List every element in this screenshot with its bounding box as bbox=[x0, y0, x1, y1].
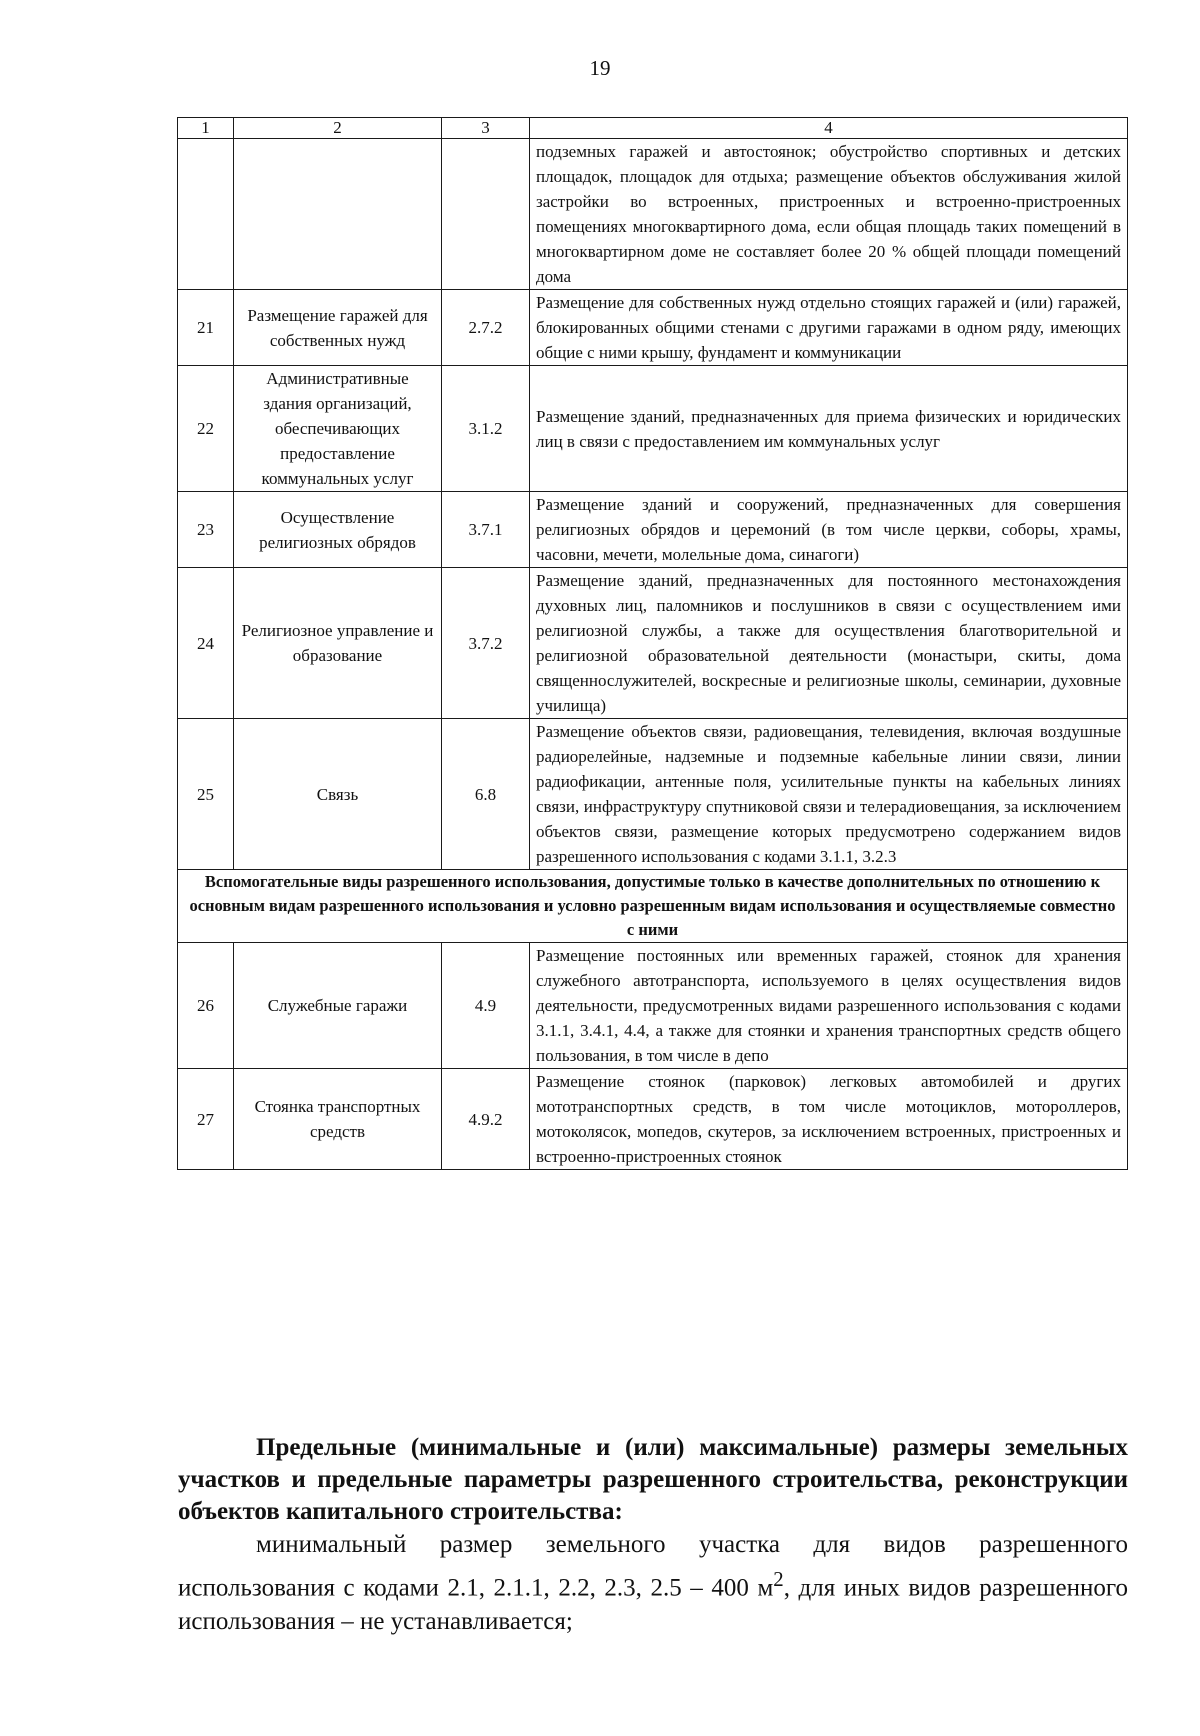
square-superscript: 2 bbox=[773, 1567, 784, 1591]
table-row bbox=[178, 719, 1128, 870]
row-number-cell: 26 bbox=[178, 943, 234, 1069]
use-description-cell: Размещение стоянок (парковок) легковых автомобилей и других мототранспортных средств, в том числе мотоциклов, мотороллеров, мотоколясок, мопедов, скутеров, за исключением встроенных, пристроенных и встроенно-пристроенных стоянок bbox=[530, 1069, 1128, 1170]
row-number-cell: 25 bbox=[178, 719, 234, 870]
use-name-cell: Религиозное управление и образование bbox=[234, 568, 442, 719]
use-name-cell: Административные здания организаций, обеспечивающих предоставление коммунальных услуг bbox=[234, 366, 442, 492]
use-description-cell: Размещение объектов связи, радиовещания, телевидения, включая воздушные радиорелейные, надземные и подземные кабельные линии связи, линии радиофикации, антенные поля, усилительные пункты на кабельных линиях связи, инфраструктуру спутниковой связи и телерадиовещания, за исключением объектов связи, размещение которых предусмотрено содержанием видов разрешенного использования с кодами 3.1.1, 3.2.3 bbox=[530, 719, 1128, 870]
parameters-section bbox=[178, 1432, 1128, 1639]
use-code-cell: 3.7.2 bbox=[442, 568, 530, 719]
row-number-cell: 24 bbox=[178, 568, 234, 719]
use-description-cell: Размещение зданий, предназначенных для приема физических и юридических лиц в связи с предоставлением им коммунальных услуг bbox=[530, 366, 1128, 492]
use-code-cell bbox=[442, 139, 530, 290]
use-name-cell: Стоянка транспортных средств bbox=[234, 1069, 442, 1170]
table-row bbox=[178, 1069, 1128, 1170]
use-code-cell: 6.8 bbox=[442, 719, 530, 870]
use-name-cell: Размещение гаражей для собственных нужд bbox=[234, 290, 442, 366]
use-name-cell: Связь bbox=[234, 719, 442, 870]
column-header: 3 bbox=[442, 118, 530, 139]
row-number-cell: 23 bbox=[178, 492, 234, 568]
column-header: 2 bbox=[234, 118, 442, 139]
row-number-cell bbox=[178, 139, 234, 290]
use-name-cell bbox=[234, 139, 442, 290]
use-description-cell: подземных гаражей и автостоянок; обустройство спортивных и детских площадок, площадок для отдыха; размещение объектов обслуживания жилой застройки во встроенных, пристроенных и встроенно-пристроенных помещениях многоквартирного дома, если общая площадь таких помещений в многоквартирном доме не составляет более 20 % общей площади помещений дома bbox=[530, 139, 1128, 290]
row-number-cell: 27 bbox=[178, 1069, 234, 1170]
parameters-heading: Предельные (минимальные и (или) максимальные) размеры земельных участков и предельные параметры разрешенного строительства, реконструкции объектов капитального строительства: bbox=[178, 1434, 1128, 1525]
use-description-cell: Размещение зданий, предназначенных для постоянного местонахождения духовных лиц, паломников и послушников в связи с осуществлением ими религиозной службы, а также для осуществления благотворительной и религиозной образовательной деятельности (монастыри, скиты, дома священнослужителей, воскресные и религиозные школы, семинарии, духовные училища) bbox=[530, 568, 1128, 719]
use-description-cell: Размещение зданий и сооружений, предназначенных для совершения религиозных обрядов и церемоний (в том числе церкви, соборы, храмы, часовни, мечети, молельные дома, синагоги) bbox=[530, 492, 1128, 568]
table-row bbox=[178, 290, 1128, 366]
section-heading: Вспомогательные виды разрешенного использования, допустимые только в качестве дополнительных по отношению к основным видам разрешенного использования и условно разрешенным видам использования и осуществляемые совместно с ними bbox=[178, 870, 1128, 943]
use-code-cell: 3.7.1 bbox=[442, 492, 530, 568]
table-row bbox=[178, 366, 1128, 492]
table-row bbox=[178, 943, 1128, 1069]
table-row bbox=[178, 568, 1128, 719]
paragraph-text-start: минимальный размер земельного участка для видов разрешенного использования с кодами 2.1, 2.1.1, 2.2, 2.3, 2.5 – 400 м bbox=[178, 1531, 1128, 1602]
use-code-cell: 3.1.2 bbox=[442, 366, 530, 492]
paragraph-text-end: , для иных видов разрешенного использования – не устанавливается; bbox=[178, 1574, 1129, 1636]
land-use-table bbox=[177, 117, 1128, 1170]
use-code-cell: 4.9 bbox=[442, 943, 530, 1069]
use-code-cell: 4.9.2 bbox=[442, 1069, 530, 1170]
table-row-continuation bbox=[178, 139, 1128, 290]
use-name-cell: Служебные гаражи bbox=[234, 943, 442, 1069]
table-header-row bbox=[178, 118, 1128, 139]
page-number: 19 bbox=[589, 56, 611, 80]
row-number-cell: 22 bbox=[178, 366, 234, 492]
use-description-cell: Размещение постоянных или временных гаражей, стоянок для хранения служебного автотранспорта, используемого в целях осуществления видов деятельности, предусмотренных видами разрешенного использования с кодами 3.1.1, 3.4.1, 4.4, а также для стоянки и хранения транспортных средств общего пользования, в том числе в депо bbox=[530, 943, 1128, 1069]
row-number-cell: 21 bbox=[178, 290, 234, 366]
use-description-cell: Размещение для собственных нужд отдельно стоящих гаражей и (или) гаражей, блокированных общими стенами с другими гаражами в одном ряду, имеющих общие с ними крышу, фундамент и коммуникации bbox=[530, 290, 1128, 366]
parameters-paragraph bbox=[178, 1528, 1128, 1639]
column-header: 4 bbox=[530, 118, 1128, 139]
column-header: 1 bbox=[178, 118, 234, 139]
use-code-cell: 2.7.2 bbox=[442, 290, 530, 366]
use-name-cell: Осуществление религиозных обрядов bbox=[234, 492, 442, 568]
table-section-row bbox=[178, 870, 1128, 943]
table-row bbox=[178, 492, 1128, 568]
